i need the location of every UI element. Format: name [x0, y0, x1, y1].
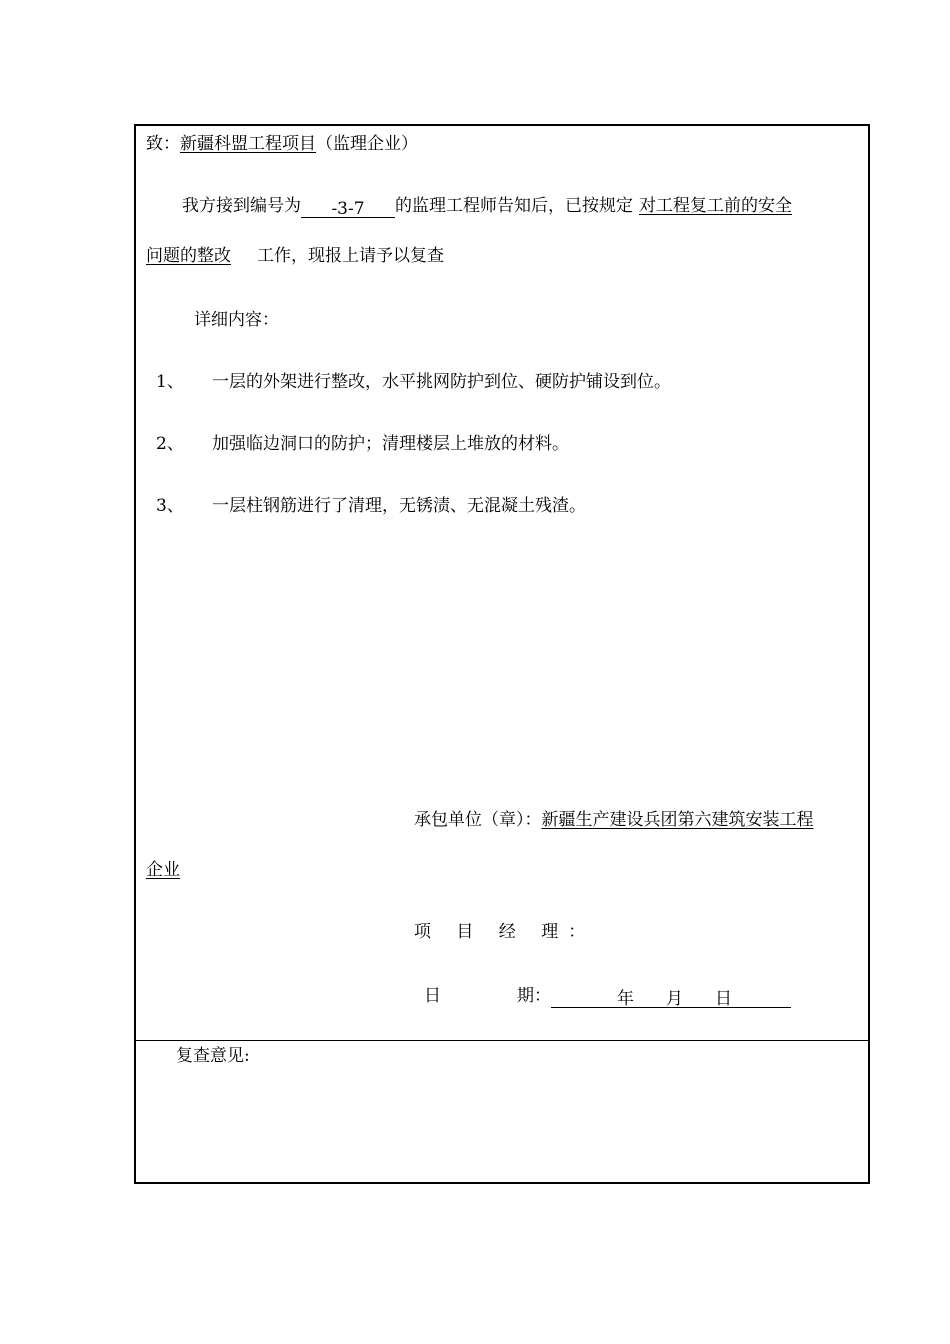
report-form — [134, 124, 870, 1184]
contractor-line — [414, 808, 814, 832]
date-line — [424, 984, 791, 1008]
addressee-prefix: 致： — [146, 134, 180, 154]
date-label-part2: 期： — [517, 986, 551, 1006]
addressee-suffix: （监理企业） — [316, 134, 418, 154]
paragraph-text: 工作，现报上请予以复查 — [257, 246, 444, 266]
contractor-name-cont-line — [146, 858, 180, 882]
paragraph-text: 的监理工程师告知后，已按规定 — [395, 196, 633, 216]
addressee-line — [146, 132, 418, 156]
addressee-name: 新疆科盟工程项目 — [180, 134, 316, 154]
day-label: 日 — [715, 989, 732, 1009]
contractor-name: 新疆生产建设兵团第六建筑安装工程 — [541, 810, 814, 830]
notice-number — [301, 197, 395, 218]
contractor-name-cont: 企业 — [146, 860, 180, 880]
list-item — [156, 494, 586, 518]
contractor-label: 承包单位（章）： — [414, 810, 542, 830]
notice-number-value: -3-7 — [331, 199, 365, 219]
paragraph-text: 我方接到编号为 — [182, 196, 301, 216]
date-label-part1: 日 — [424, 986, 441, 1006]
item-number: 1、 — [156, 372, 184, 392]
date-field — [551, 987, 791, 1008]
task-description-cont: 问题的整改 — [146, 246, 231, 266]
item-text: 加强临边洞口的防护；清理楼层上堆放的材料。 — [212, 434, 569, 454]
item-text: 一层的外架进行整改，水平挑网防护到位、硬防护铺设到位。 — [212, 372, 671, 392]
paragraph-line-2 — [146, 244, 444, 268]
item-text: 一层柱钢筋进行了清理，无锈渍、无混凝土残渣。 — [212, 496, 586, 516]
review-opinion-label: 复查意见: — [176, 1046, 250, 1066]
item-number: 3、 — [156, 496, 184, 516]
task-description: 对工程复工前的安全 — [639, 196, 792, 216]
month-label: 月 — [666, 989, 683, 1009]
details-label: 详细内容： — [194, 310, 279, 330]
list-item — [156, 370, 671, 394]
project-manager-label: 项 目 经 理： — [414, 922, 596, 942]
year-label: 年 — [617, 989, 634, 1009]
paragraph-line-1 — [182, 194, 792, 218]
item-number: 2、 — [156, 434, 184, 454]
list-item — [156, 432, 569, 456]
section-divider — [136, 1040, 868, 1041]
